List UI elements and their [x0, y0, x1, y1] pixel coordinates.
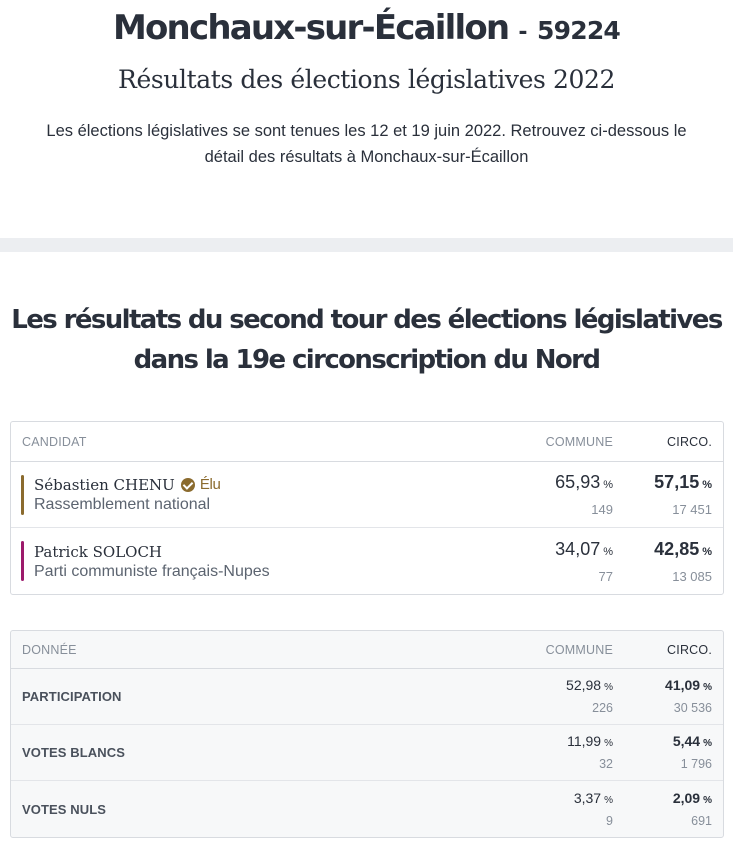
circo-result [623, 470, 723, 519]
circo-percent: 2,09 [672, 789, 701, 806]
data-row-blank-votes [11, 725, 723, 781]
commune-result [513, 676, 623, 717]
candidate-party: Rassemblement national [34, 496, 211, 513]
commune-result [513, 789, 623, 830]
percent-symbol: % [603, 545, 613, 558]
title-separator: - [518, 20, 527, 45]
candidate-name-line [34, 475, 513, 495]
commune-votes: 77 [598, 568, 613, 584]
page-subtitle: Résultats des élections législatives 2022 [118, 65, 615, 94]
header-circo: CIRCO. [667, 434, 712, 449]
elected-label: Élu [199, 476, 221, 493]
party-color-bar [21, 541, 24, 581]
commune-percent: 52,98 [566, 677, 602, 693]
section-title [0, 300, 733, 380]
commune-percent: 11,99 [567, 733, 602, 749]
circo-count: 1 796 [680, 757, 712, 771]
header-commune: COMMUNE [545, 642, 613, 657]
circo-votes: 17 451 [672, 502, 712, 517]
data-label: PARTICIPATION [22, 689, 122, 704]
circo-votes: 13 085 [672, 568, 712, 584]
circo-result [623, 732, 723, 773]
candidate-info [11, 541, 513, 582]
candidate-row [11, 462, 723, 528]
town-name: Monchaux-sur-Écaillon [112, 8, 509, 48]
percent-symbol: % [603, 479, 613, 491]
percent-symbol: % [703, 682, 712, 693]
circo-result [623, 676, 723, 717]
page-title [0, 6, 733, 55]
commune-percent: 65,93 [555, 472, 601, 492]
circo-count: 691 [691, 813, 712, 828]
elected-check-icon [181, 478, 195, 492]
intro-text: Les élections législatives se sont tenues les 12 et 19 juin 2022. Retrouvez ci-dessous le détail des résultats à Monchaux-sur-Écaillon [46, 122, 687, 166]
circo-percent: 5,44 [672, 733, 701, 749]
commune-percent: 3,37 [573, 789, 602, 806]
candidate-row [11, 528, 723, 594]
section-title-line-2: dans la 19e circonscription du Nord [133, 345, 600, 375]
candidate-name: Sébastien CHENU [34, 476, 175, 494]
data-label: VOTES NULS [22, 801, 107, 817]
header-commune: COMMUNE [545, 434, 613, 449]
circo-percent: 42,85 [654, 538, 700, 559]
circo-result [623, 537, 723, 586]
section-divider [0, 238, 733, 252]
circo-result [623, 789, 723, 830]
percent-symbol: % [703, 794, 712, 806]
header-circo: CIRCO. [667, 642, 712, 657]
commune-votes: 149 [591, 502, 613, 517]
commune-result [513, 732, 623, 773]
data-table [10, 630, 724, 838]
candidate-name: Patrick SOLOCH [34, 542, 163, 561]
commune-result [513, 470, 623, 519]
candidates-table-header [11, 422, 723, 462]
commune-percent: 34,07 [555, 538, 601, 559]
percent-symbol: % [703, 738, 712, 749]
circo-percent: 57,15 [654, 472, 700, 492]
data-row-participation [11, 669, 723, 725]
candidate-info [11, 474, 513, 515]
commune-count: 226 [592, 701, 613, 715]
section-title-line-1: Les résultats du second tour des élections législatives [11, 305, 722, 335]
percent-symbol: % [604, 682, 613, 693]
circo-percent: 41,09 [665, 677, 701, 693]
percent-symbol: % [604, 738, 613, 749]
candidate-party: Parti communiste français-Nupes [34, 562, 270, 580]
percent-symbol: % [604, 794, 613, 806]
party-color-bar [21, 475, 24, 515]
commune-count: 9 [606, 813, 613, 828]
page-header [0, 0, 733, 170]
header-data-label: DONNÉE [22, 642, 77, 657]
data-label: VOTES BLANCS [22, 745, 126, 760]
data-table-header [11, 631, 723, 669]
data-row-null-votes [11, 781, 723, 837]
candidates-table [10, 421, 724, 595]
commune-count: 32 [599, 757, 613, 771]
postal-code: 59224 [537, 16, 621, 45]
commune-result [513, 537, 623, 586]
candidate-name-line [34, 542, 513, 562]
percent-symbol: % [702, 479, 712, 491]
percent-symbol: % [702, 545, 712, 558]
header-candidate: CANDIDAT [22, 434, 87, 449]
circo-count: 30 536 [673, 701, 712, 715]
